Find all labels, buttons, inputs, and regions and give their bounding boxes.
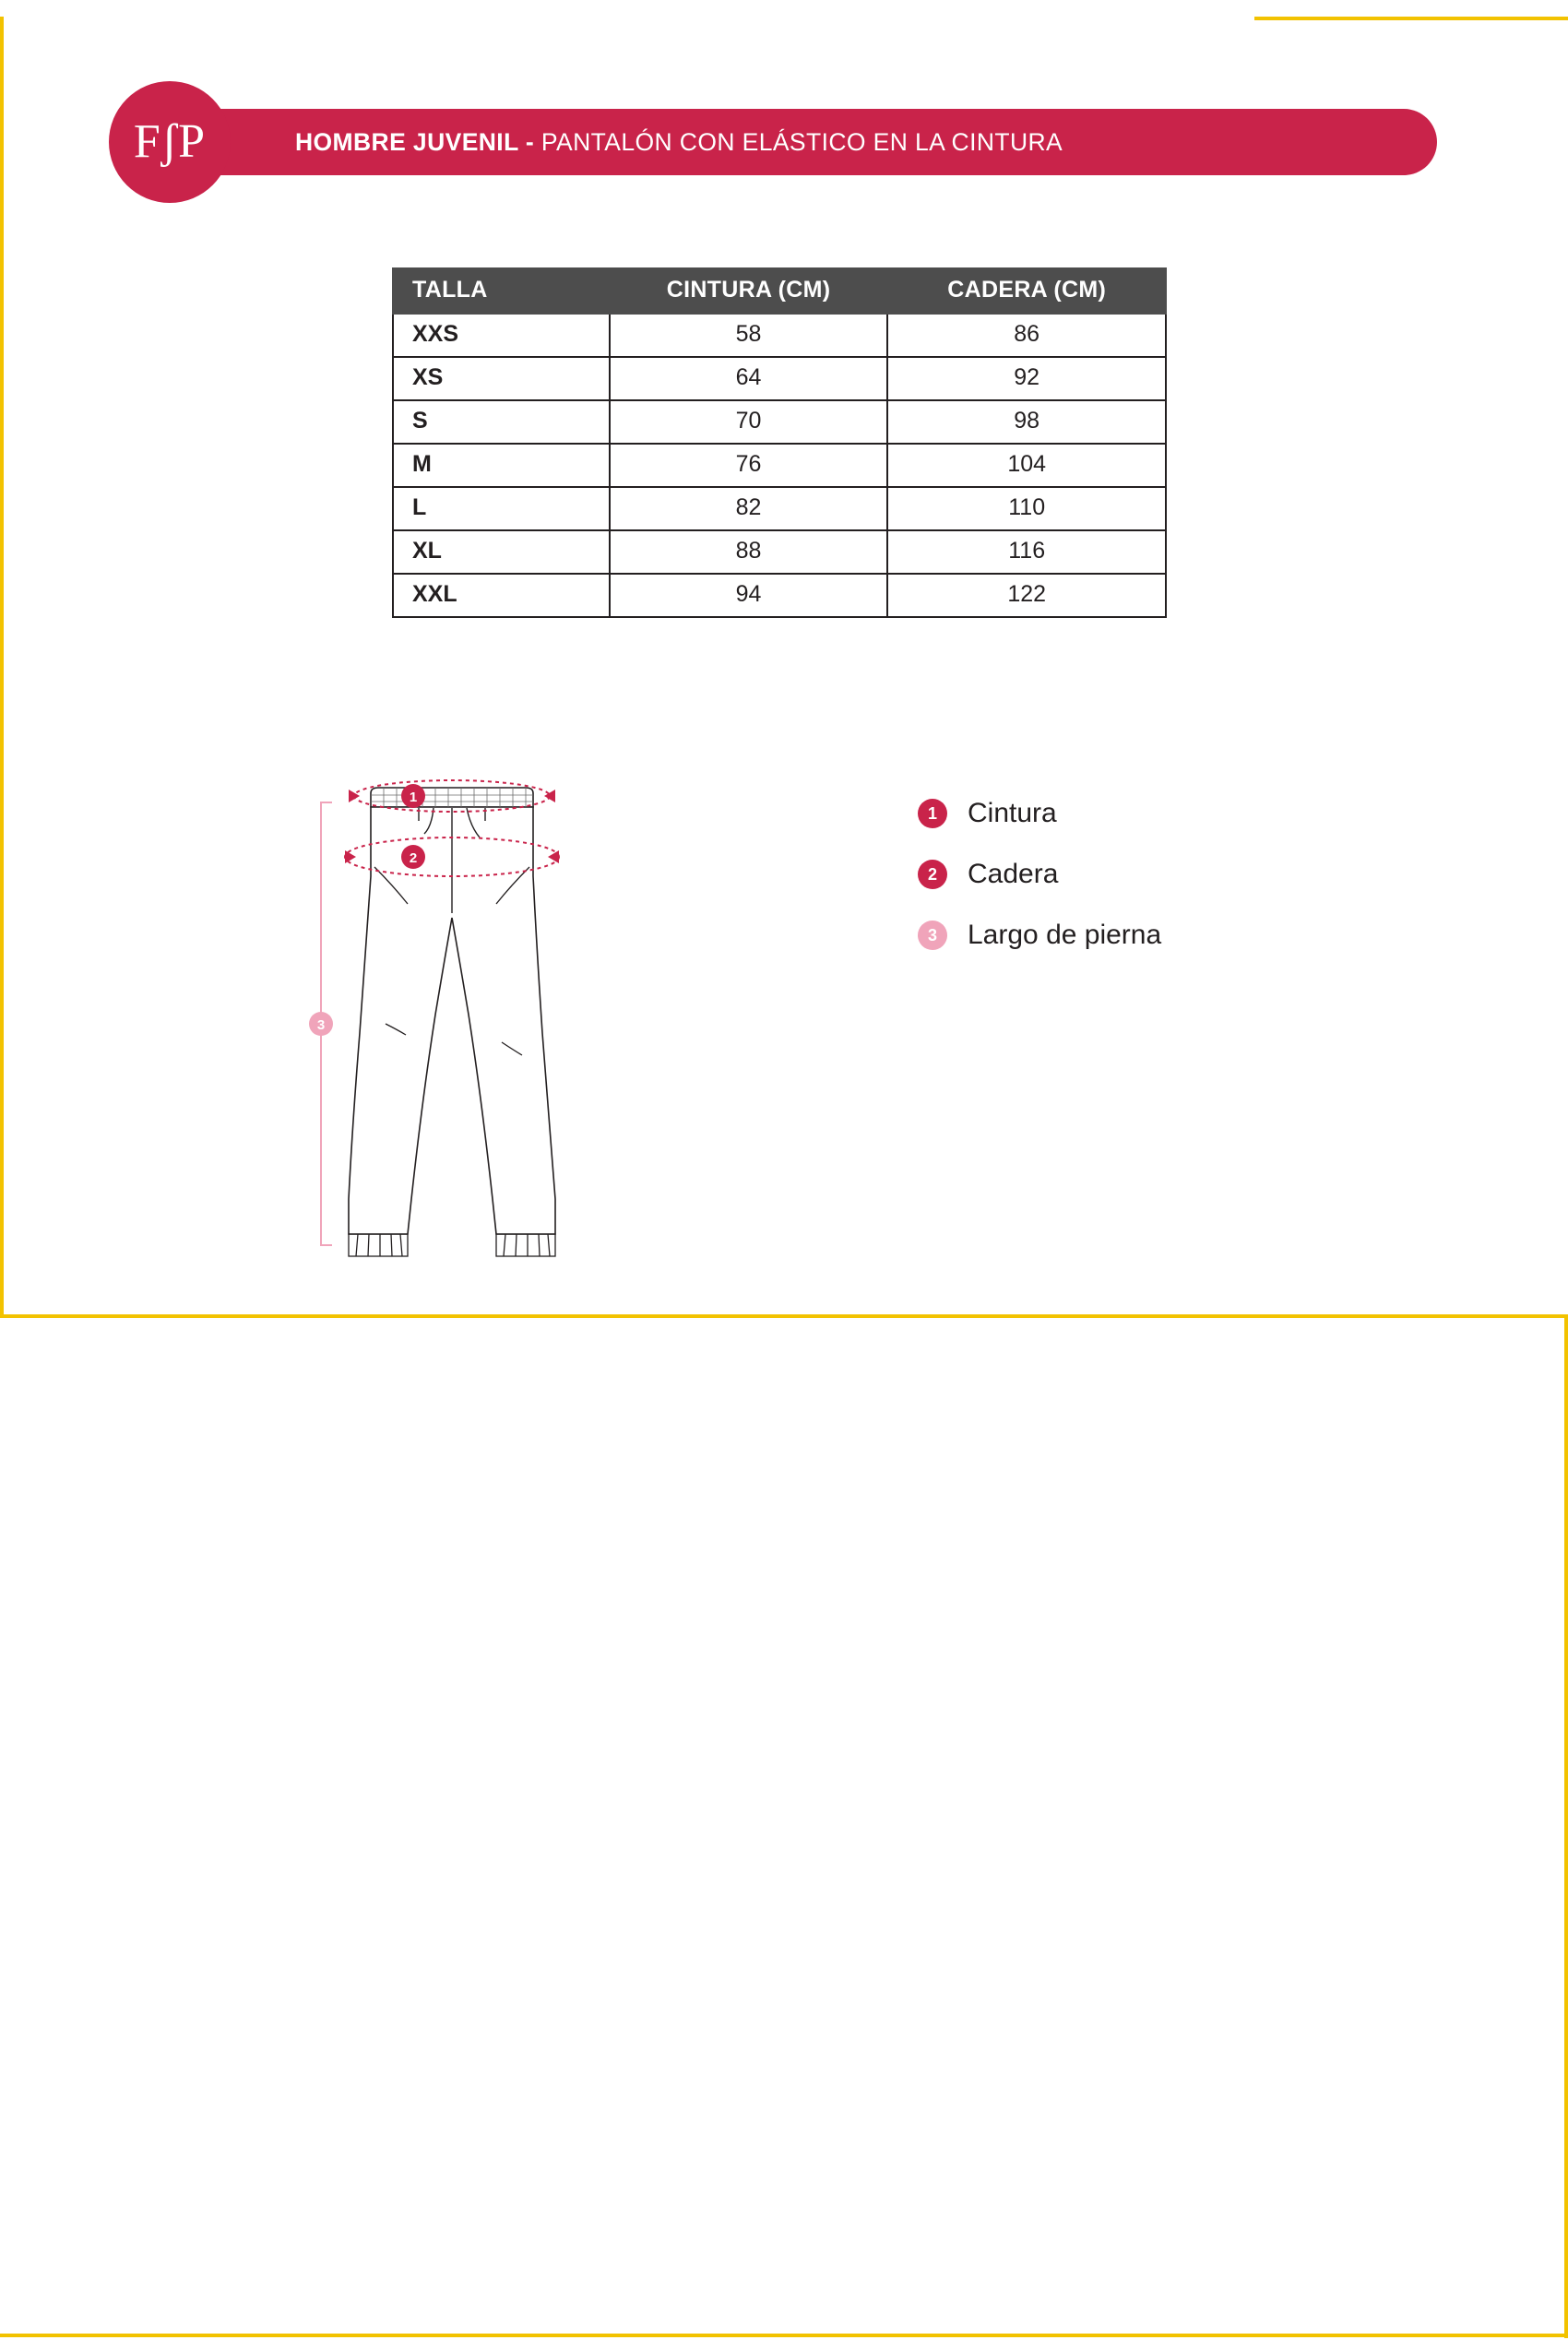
- table-row: [393, 314, 1166, 357]
- cell-size: L: [393, 487, 610, 530]
- table-row: [393, 400, 1166, 444]
- brand-logo: [109, 81, 231, 203]
- legend-label-cintura: Cintura: [968, 798, 1057, 828]
- brand-logo-text: FʃP: [133, 115, 207, 168]
- cell-cintura: 76: [610, 444, 888, 487]
- cell-size: XS: [393, 357, 610, 400]
- page-title: [295, 128, 1063, 157]
- legend-badge-3: 3: [918, 921, 947, 950]
- frame-middle-accent: [0, 1314, 1568, 1318]
- legend-label-largo-pierna: Largo de pierna: [968, 920, 1162, 950]
- column-header-talla: TALLA: [393, 268, 610, 314]
- cell-cintura: 82: [610, 487, 888, 530]
- table-row: [393, 444, 1166, 487]
- frame-left-accent: [0, 17, 4, 1317]
- cell-size: M: [393, 444, 610, 487]
- cell-cadera: 104: [887, 444, 1166, 487]
- leg-length-marker-label: 3: [316, 1017, 326, 1033]
- legend-badge-2: 2: [918, 860, 947, 889]
- size-table: [392, 267, 1167, 618]
- measurement-legend: [918, 798, 1397, 980]
- table-row: [393, 357, 1166, 400]
- legend-badge-1: 1: [918, 799, 947, 828]
- cell-cintura: 70: [610, 400, 888, 444]
- frame-top-accent: [1254, 17, 1568, 20]
- cell-cadera: 122: [887, 574, 1166, 617]
- table-header-row: [393, 268, 1166, 314]
- cell-cadera: 98: [887, 400, 1166, 444]
- cell-cadera: 110: [887, 487, 1166, 530]
- hip-marker-label: 2: [409, 850, 418, 866]
- header-garment: PANTALÓN CON ELÁSTICO EN LA CINTURA: [540, 127, 1063, 156]
- column-header-cadera: CADERA (CM): [887, 268, 1166, 314]
- frame-right-accent: [1564, 1314, 1568, 2338]
- cell-size: XXL: [393, 574, 610, 617]
- cell-cadera: 92: [887, 357, 1166, 400]
- cell-size: S: [393, 400, 610, 444]
- table-row: [393, 530, 1166, 574]
- legend-item-cintura: [918, 798, 1397, 829]
- table-row: [393, 574, 1166, 617]
- column-header-cintura: CINTURA (CM): [610, 268, 888, 314]
- table-row: [393, 487, 1166, 530]
- pants-diagram: [304, 766, 692, 1291]
- legend-label-cadera: Cadera: [968, 859, 1059, 889]
- cell-size: XL: [393, 530, 610, 574]
- legend-item-largo-pierna: [918, 920, 1397, 951]
- cell-cintura: 58: [610, 314, 888, 357]
- waist-marker-label: 1: [409, 790, 418, 805]
- ankle-cuffs: [349, 1234, 555, 1256]
- cell-cintura: 64: [610, 357, 888, 400]
- frame-bottom-accent: [0, 2334, 1568, 2337]
- header-category: HOMBRE JUVENIL -: [295, 127, 541, 156]
- legend-item-cadera: [918, 859, 1397, 890]
- header-banner: [161, 109, 1437, 175]
- cell-size: XXS: [393, 314, 610, 357]
- cell-cadera: 116: [887, 530, 1166, 574]
- cell-cadera: 86: [887, 314, 1166, 357]
- garment-illustration: [304, 766, 692, 1291]
- cell-cintura: 88: [610, 530, 888, 574]
- cell-cintura: 94: [610, 574, 888, 617]
